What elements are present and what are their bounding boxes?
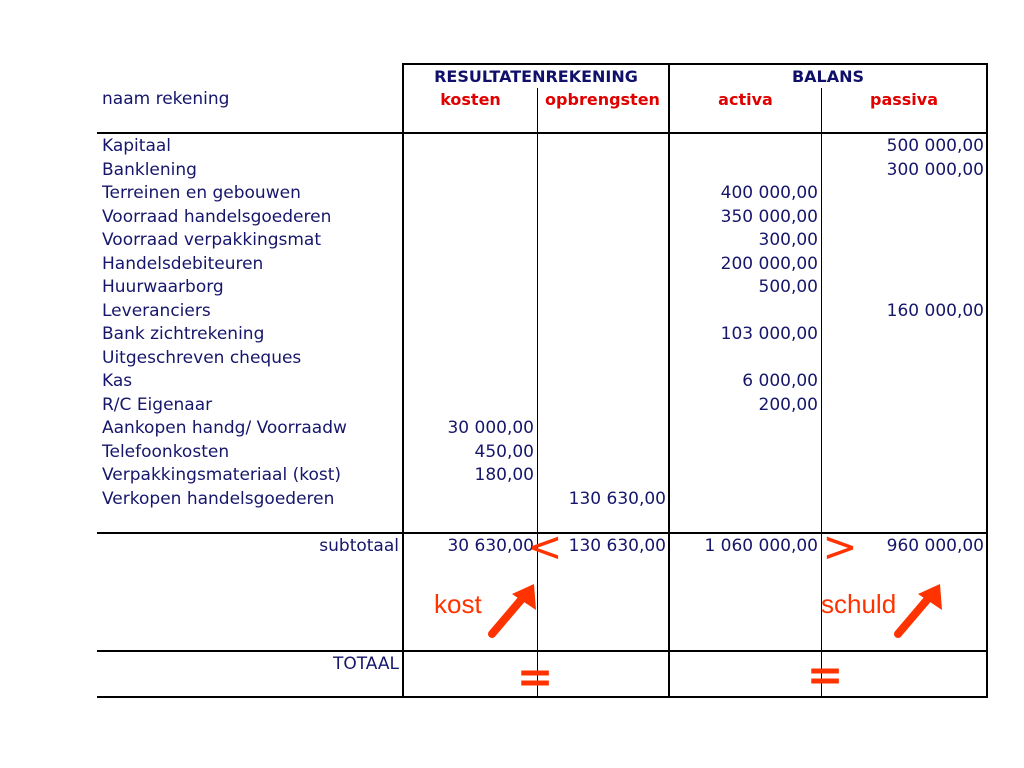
account-name: Voorraad handelsgoederen <box>102 207 332 227</box>
equals-sign-left: = <box>516 652 554 703</box>
arrow-icon-schuld <box>892 580 948 640</box>
account-name: Verkopen handelsgoederen <box>102 489 335 509</box>
account-name: Leveranciers <box>102 301 211 321</box>
header-divider <box>97 132 988 134</box>
activa-value: 103 000,00 <box>720 324 818 344</box>
account-name: Huurwaarborg <box>102 277 224 297</box>
kosten-header: kosten <box>440 90 501 109</box>
activa-value: 200 000,00 <box>720 254 818 274</box>
activa-value: 350 000,00 <box>720 207 818 227</box>
top-border <box>403 63 988 65</box>
account-name: Banklening <box>102 160 197 180</box>
opbrengsten-header: opbrengsten <box>545 90 660 109</box>
total-label: TOTAAL <box>332 654 399 674</box>
arrow-icon-kost <box>486 580 542 640</box>
vline-right <box>986 63 988 698</box>
account-name: Voorraad verpakkingsmat <box>102 230 322 250</box>
kost-annotation: kost <box>434 589 482 619</box>
schuld-annotation: schuld <box>821 589 897 619</box>
subtotal-opbrengsten: 130 630,00 <box>568 536 666 556</box>
activa-value: 6 000,00 <box>742 371 818 391</box>
kosten-value: 30 000,00 <box>447 418 534 438</box>
account-name: Kapitaal <box>102 136 172 156</box>
activa-value: 500,00 <box>758 277 818 297</box>
subtotal-kosten: 30 630,00 <box>447 536 534 556</box>
passiva-value: 500 000,00 <box>886 136 984 156</box>
resultatenrekening-header: RESULTATENREKENING <box>434 67 638 86</box>
activa-value: 200,00 <box>758 395 818 415</box>
activa-value: 400 000,00 <box>720 183 818 203</box>
account-name: Bank zichtrekening <box>102 324 265 344</box>
account-name: Aankopen handg/ Voorraadw <box>102 418 347 438</box>
subtotal-passiva: 960 000,00 <box>886 536 984 556</box>
subtotal-activa: 1 060 000,00 <box>704 536 818 556</box>
account-name: Verpakkingsmateriaal (kost) <box>102 465 342 485</box>
opbrengsten-value: 130 630,00 <box>568 489 666 509</box>
equals-sign-right: = <box>806 650 844 701</box>
subtotal-label: subtotaal <box>319 536 399 556</box>
naam-rekening-label: naam rekening <box>102 89 230 109</box>
balans-header: BALANS <box>791 67 865 86</box>
passiva-value: 160 000,00 <box>886 301 984 321</box>
account-name: Kas <box>102 371 133 391</box>
activa-header: activa <box>718 90 773 109</box>
activa-value: 300,00 <box>758 230 818 250</box>
vline-left <box>402 63 404 698</box>
greater-than-sign: > <box>822 522 858 571</box>
account-name: Handelsdebiteuren <box>102 254 264 274</box>
account-name: Telefoonkosten <box>102 442 230 462</box>
less-than-sign: < <box>527 522 563 571</box>
passiva-header: passiva <box>869 90 938 109</box>
passiva-value: 300 000,00 <box>886 160 984 180</box>
account-name: Terreinen en gebouwen <box>102 183 301 203</box>
account-name: R/C Eigenaar <box>102 395 213 415</box>
kosten-value: 180,00 <box>474 465 534 485</box>
account-name: Uitgeschreven cheques <box>102 348 302 368</box>
kosten-value: 450,00 <box>474 442 534 462</box>
